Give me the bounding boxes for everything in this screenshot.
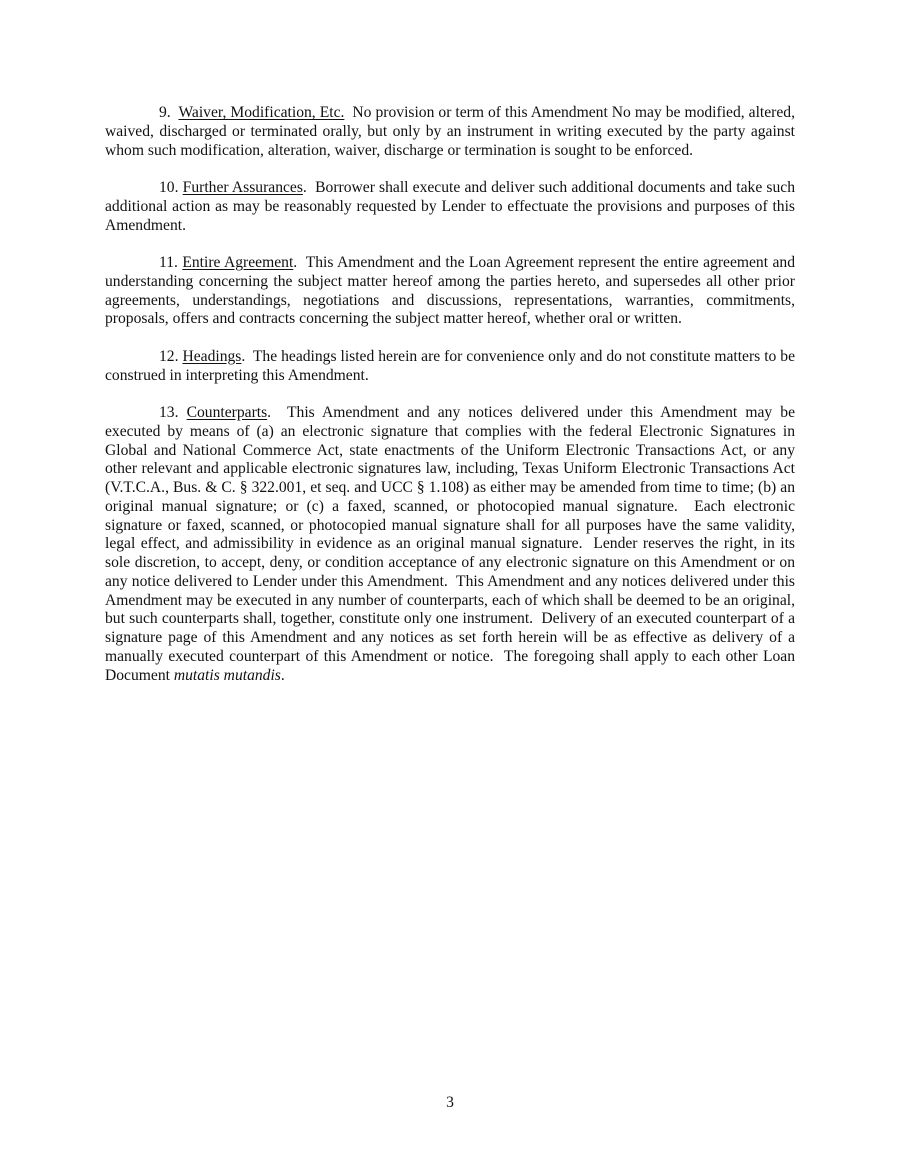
section-11-entire-agreement xyxy=(105,254,799,329)
section-body-italic-phrase: mutatis mutandis xyxy=(173,666,281,684)
section-10-further-assurances xyxy=(105,179,799,235)
page-number: 3 xyxy=(446,1094,454,1111)
section-heading: Waiver, Modification, Etc. xyxy=(178,104,345,121)
section-heading: Further Assurances xyxy=(182,179,303,196)
section-body: No provision or term of this Amendment No may be modified, altered, waived, discharged or terminated orally, but only by an instrument in writing executed by the party against whom such modification, alteration, waiver, discharge or termination is sought to be enforced. xyxy=(105,104,799,159)
section-13-counterparts xyxy=(105,404,799,685)
document-page xyxy=(105,104,799,704)
section-number-gap xyxy=(179,404,187,421)
section-body: . The headings listed herein are for convenience only and do not constitute matters to be construed in interpreting this Amendment. xyxy=(105,347,799,384)
section-number: 12. xyxy=(159,347,179,365)
section-body: . This Amendment and any notices delivered under this Amendment may be executed by means of (a) an electronic signature that complies with the federal Electronic Signatures in Global and National Commerce Act, state enactments of the Uniform Electronic Transactions Act, or any other relevant and applicable electronic signatures law, including, Texas Uniform Electronic Transactions Act (V.T.C.A., Bus. & C. § 322.001, et seq. and UCC § 1.108) as either may be amended from time to time; (b) an original manual signature; or (c) a faxed, scanned, or photocopied manual signature. Each electronic signature or faxed, scanned, or photocopied manual signature shall for all purposes have the same validity, legal effect, and admissibility in evidence as an original manual signature. Lender reserves the right, in its sole discretion, to accept, deny, or condition acceptance of any electronic signature on this Amendment or on any notice delivered to Lender under this Amendment. This Amendment and any notices delivered under this Amendment may be executed in any number of counterparts, each of which shall be deemed to be an original, but such counterparts shall, together, constitute only one instrument. Delivery of an executed counterpart of a signature page of this Amendment and any notices as set forth herein will be as effective as delivery of a manually executed counterpart of this Amendment or notice. The foregoing shall apply to each other Loan Document xyxy=(105,404,799,684)
section-heading: Entire Agreement xyxy=(182,254,294,271)
section-body: . This Amendment and the Loan Agreement represent the entire agreement and understanding concerning the subject matter hereof among the parties hereto, and supersedes all other prior agreements, understandings, negotiations and discussions, representations, warranties, commitments, proposals, offers and contracts concerning the subject matter hereof, whether oral or written. xyxy=(105,254,799,328)
section-heading: Headings xyxy=(182,347,242,365)
section-number: 10. xyxy=(159,179,179,196)
section-number: 9. xyxy=(159,104,171,121)
section-number: 11. xyxy=(159,254,178,271)
section-9-waiver-modification xyxy=(105,104,799,160)
section-heading: Counterparts xyxy=(186,404,268,421)
section-body: . Borrower shall execute and deliver such additional documents and take such additional action as may be reasonably requested by Lender to effectuate the provisions and purposes of this Amendment. xyxy=(105,179,799,234)
section-body-end: . xyxy=(280,666,285,684)
section-number: 13. xyxy=(159,404,179,421)
section-12-headings xyxy=(105,347,799,386)
